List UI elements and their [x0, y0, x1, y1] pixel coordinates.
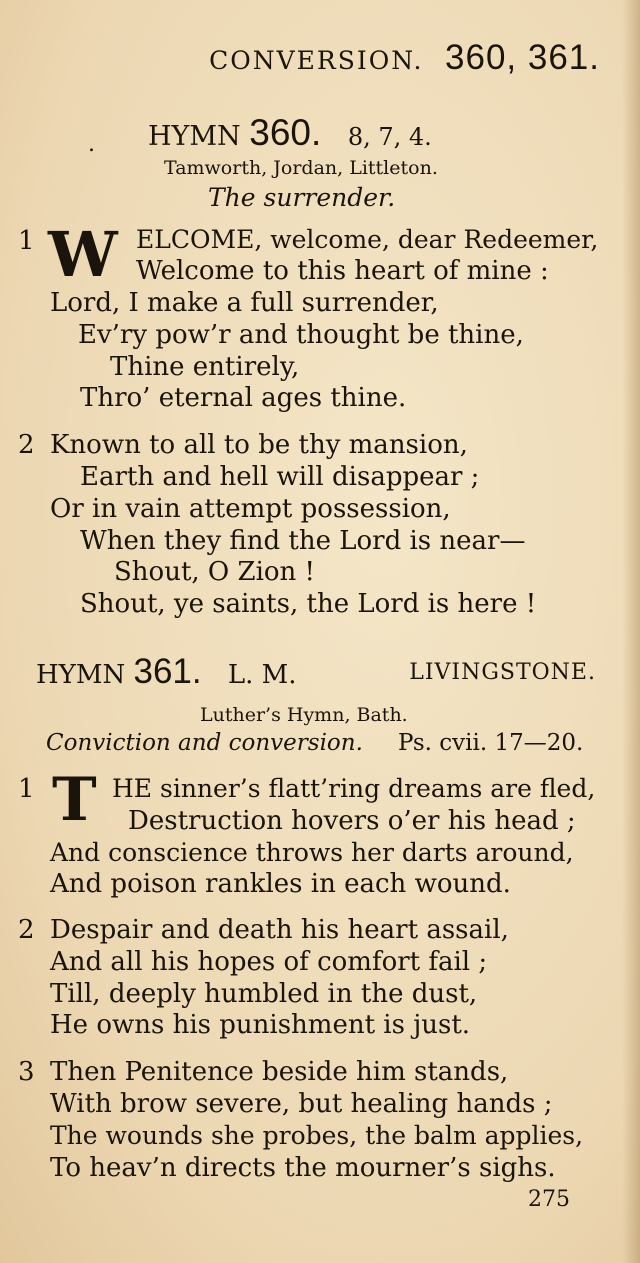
hymn-label: HYMN [36, 660, 126, 690]
verse-line: The wounds she probes, the balm applies, [50, 1121, 584, 1150]
hymn-361-subtitle: Conviction and conversion. [46, 730, 363, 756]
hymn-number: 361. [133, 652, 202, 691]
hymn-360-subtitle: The surrender. [208, 183, 396, 212]
verse-line: When they find the Lord is near— [80, 526, 526, 556]
hymn-label: HYMN [148, 121, 241, 152]
page-edge-shading [622, 0, 640, 1263]
verse-line: To heav’n directs the mourner’s sighs. [50, 1153, 556, 1183]
verse-line: Then Penitence beside him stands, [50, 1057, 509, 1087]
verse-line: Lord, I make a full surrender, [50, 288, 439, 318]
verse-number: 1 [18, 774, 35, 804]
page-number: 275 [528, 1187, 570, 1212]
verse-number: 1 [18, 226, 35, 256]
hymn-360-tunes: Tamworth, Jordan, Littleton. [164, 157, 438, 179]
verse-line: Shout, O Zion ! [114, 557, 316, 587]
verse-line: Thine entirely, [110, 352, 300, 382]
drop-capital: T [52, 765, 97, 835]
verse-line: Destruction hovers o’er his head ; [128, 806, 576, 836]
hymn-361-tune: LIVINGSTONE. [409, 660, 596, 685]
verse-line: He owns his punishment is just. [50, 1010, 471, 1040]
verse-line: Welcome to this heart of mine : [136, 256, 549, 286]
verse-line: Ev’ry pow’r and thought be thine, [78, 320, 524, 350]
hymn-360-heading [148, 112, 432, 154]
scripture-reference: Ps. cvii. 17—20. [398, 730, 584, 756]
verse-line: Shout, ye saints, the Lord is here ! [80, 589, 537, 619]
hymn-meter: L. M. [227, 660, 297, 690]
verse-number: 3 [18, 1057, 35, 1087]
verse-line: With brow severe, but healing hands ; [50, 1089, 553, 1119]
verse-line: Earth and hell will disappear ; [80, 462, 480, 492]
verse-line: Or in vain attempt possession, [50, 494, 451, 524]
verse-line: ELCOME, welcome, dear Redeemer, [136, 225, 599, 254]
verse-line: Despair and death his heart assail, [50, 915, 509, 945]
running-head-title: CONVERSION. [209, 46, 424, 75]
verse-line: Known to all to be thy mansion, [50, 430, 468, 460]
stray-mark: . [88, 132, 95, 157]
hymn-meter: 8, 7, 4. [347, 123, 432, 151]
verse-line: Thro’ eternal ages thine. [80, 383, 407, 413]
hymn-number: 360. [249, 112, 322, 153]
hymn-361-alt-tunes: Luther’s Hymn, Bath. [200, 704, 408, 726]
verse-number: 2 [18, 430, 35, 460]
hymn-361-heading [36, 652, 297, 692]
running-head [209, 38, 600, 78]
running-head-numbers: 360, 361. [445, 38, 600, 77]
verse-line: And all his hopes of comfort fail ; [50, 947, 488, 977]
verse-line: And conscience throws her darts around, [50, 838, 574, 867]
verse-number: 2 [18, 915, 35, 945]
verse-line: Till, deeply humbled in the dust, [50, 979, 478, 1009]
verse-line: HE sinner’s flatt’ring dreams are fled, [112, 774, 596, 803]
verse-line: And poison rankles in each wound. [50, 869, 511, 899]
drop-capital: W [48, 218, 118, 291]
